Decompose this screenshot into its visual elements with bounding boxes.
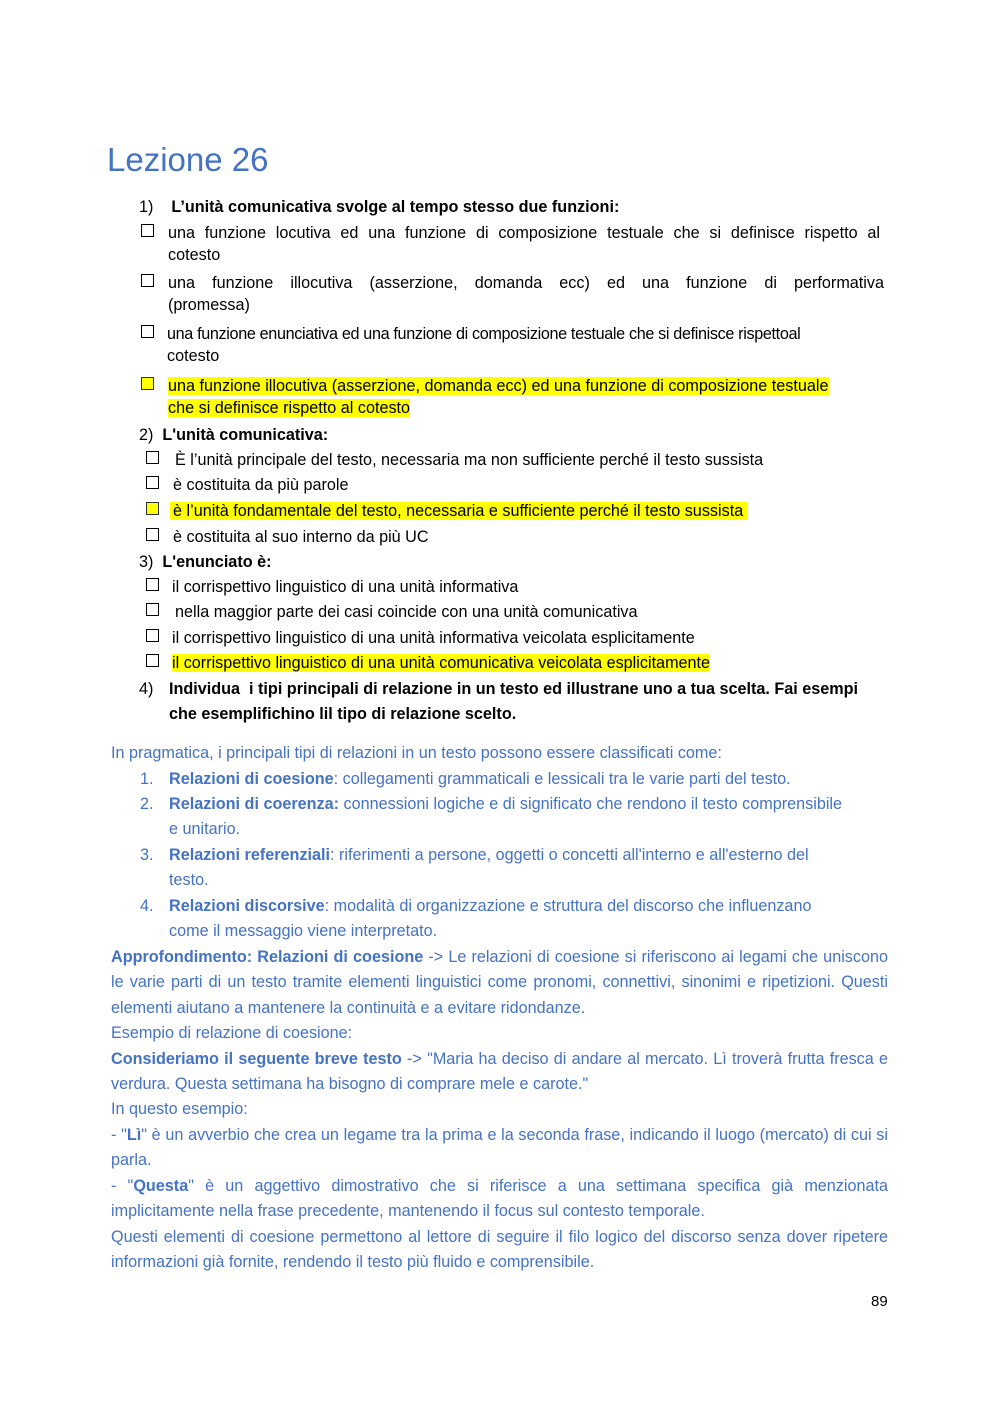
answer-list-text: Relazioni referenziali: riferimenti a persone, oggetti o concetti all'interno e all'esterno del testo. xyxy=(169,846,809,889)
question-4-text: Individua i tipi principali di relazione in un testo ed illustrane uno a tua scelta. Fai esempi che esemplifichino lil tipo di relazione scelto. xyxy=(169,680,859,723)
checkbox[interactable] xyxy=(146,654,159,667)
conclusion-paragraph: Questi elementi di coesione permettono al lettore di seguire il filo logico del discorso senza dover ripetere informazioni già fornite, rendendo il testo più fluido e comprensibile. xyxy=(111,1228,888,1272)
highlighted-answer: che si definisce rispetto al cotesto xyxy=(168,399,411,417)
checkbox[interactable] xyxy=(146,603,159,616)
checkbox[interactable] xyxy=(141,274,154,287)
answer-list-item: 4. xyxy=(140,897,154,915)
highlighted-answer: è l’unità fondamentale del testo, necessaria e sufficiente perché il testo sussista xyxy=(170,502,748,520)
checkbox[interactable] xyxy=(141,377,154,390)
checkbox[interactable] xyxy=(141,325,154,338)
checkbox[interactable] xyxy=(141,224,154,237)
page-number: 89 xyxy=(871,1293,888,1310)
question-text: L'enunciato è: xyxy=(162,553,272,571)
highlighted-answer: il corrispettivo linguistico di una unità comunicativa veicolata esplicitamente xyxy=(172,654,711,672)
question-1 xyxy=(139,196,619,218)
in-example-label: In questo esempio: xyxy=(111,1100,248,1118)
answer-intro: In pragmatica, i principali tipi di relazioni in un testo possono essere classificati come: xyxy=(111,744,722,762)
checkbox[interactable] xyxy=(146,476,159,489)
question-number: 4) xyxy=(139,680,154,698)
answer-list-item: 2. xyxy=(140,795,154,813)
highlighted-answer: una funzione illocutiva (asserzione, domanda ecc) ed una funzione di composizione testuale xyxy=(168,377,829,395)
page-title: Lezione 26 xyxy=(107,141,269,178)
question-4 xyxy=(139,678,153,700)
question-2 xyxy=(139,424,328,446)
answer-list-text: Relazioni di coesione: collegamenti grammaticali e lessicali tra le varie parti del testo. xyxy=(169,770,791,788)
answer-list-item: 3. xyxy=(140,846,154,864)
approfondimento-paragraph: Approfondimento: Relazioni di coesione -> Le relazioni di coesione si riferiscono ai legami che uniscono le varie parti di un testo tramite elementi linguistici come pronomi, connettivi, sinonimi e ripetizioni. Questi elementi aiutano a mantenere la continuità e a evitare ridondanze. xyxy=(111,948,888,1017)
checkbox[interactable] xyxy=(146,629,159,642)
question-text: L’unità comunicativa svolge al tempo stesso due funzioni: xyxy=(171,198,620,216)
document-page: Lezione 26 1) L’unità comunicativa svolge al tempo stesso due funzioni: una funzione locutiva ed una funzione di composizione testuale che si definisce rispetto al cotesto una funzione illocutiva (asserzione, domanda ecc) ed una funzione di performativa (promessa) una funzione enunciativa ed una funzione di composizione testuale che si definisce rispettoal cotesto una funzione illocutiva (asserzione, domanda ecc) ed una funzione di composizione testuale che si definisce rispetto al cotesto 2) L'unità comunicativa: È l’unità principale del testo, necessaria ma non sufficiente perché il testo sussista è costituita da più parole è l’unità fondamentale del testo, necessaria e sufficiente perché il testo sussista è costituita al suo interno da più UC 3) L'enunciato è: il corrispettivo linguistico di una unità informativa nella maggior parte dei casi coincide con una unità comunicativa il corrispettivo linguistico di una unità informativa veicolata esplicitamente il corrispettivo linguistico di una unità comunicativa veicolata esplicitamente 4) Individua i tipi principali di relazione in un testo ed illustrane uno a tua scelta. Fai esempi che esemplifichino lil tipo di relazione scelto. In pragmatica, i principali tipi di relazioni in un testo possono essere classificati come: 1. Relazioni di coesione: collegamenti grammaticali e lessicali tra le varie parti del testo. 2. Relazioni di coerenza: connessioni logiche e di significato che rendono il testo comprensibile e unitario. 3. Relazioni referenziali: riferimenti a persone, oggetti o concetti all'interno e all'esterno del testo. 4. Relazioni discorsive: modalità di organizzazione e struttura del discorso che influenzano come il messaggio viene interpretato. Approfondimento: Relazioni di coesione -> Le relazioni di coesione si riferiscono ai legami che uniscono le varie parti di un testo tramite elementi linguistici come pronomi, connettivi, sinonimi e ripetizioni. Questi elementi aiutano a mantenere la continuità e a evitare ridondanze. Esempio di relazione di coesione: Consideriamo il seguente breve testo -> "Maria ha deciso di andare al mercato. Lì troverà frutta fresca e verdura. Questa settimana ha bisogno di comprare mele e carote." In questo esempio: - "Lì" è un avverbio che crea un legame tra la prima e la seconda frase, indicando il luogo (mercato) di cui si parla. - "Questa" è un aggettivo dimostrativo che si riferisce a una settimana specifica già menzionata implicitamente nella frase precedente, mantenendo il focus sul contesto temporale. Questi elementi di coesione permettono al lettore di seguire il filo logico del discorso senza dover ripetere informazioni già fornite, rendendo il testo più fluido e comprensibile. 89 xyxy=(107,141,889,1310)
checkbox[interactable] xyxy=(146,502,159,515)
checkbox[interactable] xyxy=(146,578,159,591)
answer-list-item: 1. xyxy=(140,770,154,788)
example-title: Esempio di relazione di coesione: xyxy=(111,1024,353,1042)
question-number: 2) xyxy=(139,426,154,444)
question-number: 1) xyxy=(139,198,154,216)
question-text: L'unità comunicativa: xyxy=(162,426,329,444)
answer-list-text: Relazioni di coerenza: connessioni logiche e di significato che rendono il testo comprensibile e unitario. xyxy=(169,795,843,838)
question-number: 3) xyxy=(139,553,154,571)
checkbox[interactable] xyxy=(146,451,159,464)
question-3 xyxy=(139,551,271,573)
example-paragraph: Consideriamo il seguente breve testo -> "Maria ha deciso di andare al mercato. Lì troverà frutta fresca e verdura. Questa settimana ha bisogno di comprare mele e carote." xyxy=(111,1050,889,1094)
example-point-questa: - "Questa" è un aggettivo dimostrativo che si riferisce a una settimana specifica già menzionata implicitamente nella frase precedente, mantenendo il focus sul contesto temporale. xyxy=(111,1177,889,1221)
answer-list-text: Relazioni discorsive: modalità di organizzazione e struttura del discorso che influenzano come il messaggio viene interpretato. xyxy=(169,897,812,940)
example-point-li: - "Lì" è un avverbio che crea un legame tra la prima e la seconda frase, indicando il luogo (mercato) di cui si parla. xyxy=(111,1126,889,1170)
checkbox[interactable] xyxy=(146,528,159,541)
